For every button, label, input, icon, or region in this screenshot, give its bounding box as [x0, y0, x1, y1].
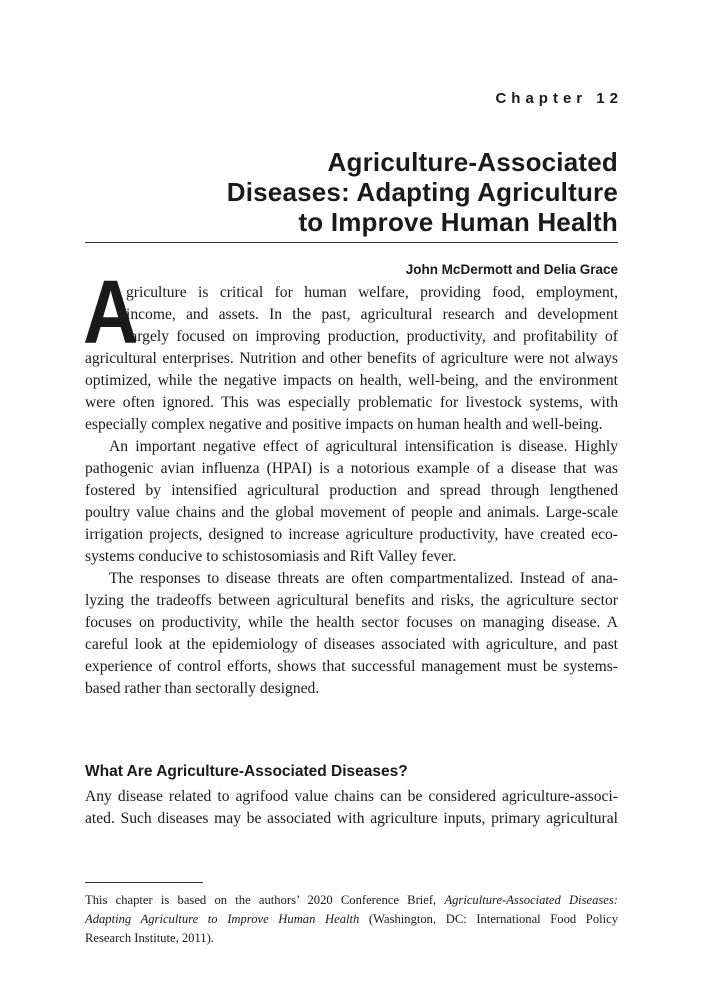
- title-line: Diseases: Adapting Agriculture: [226, 177, 618, 207]
- footnote-line: Research Institute, 2011).: [85, 931, 214, 945]
- body-line: careful look at the epidemiology of diseases associated with agriculture, and past: [85, 636, 618, 653]
- body-line: griculture is critical for human welfare, providing food, employment,: [126, 284, 618, 301]
- body-line: experience of control efforts, shows that successful management must be systems-: [85, 658, 618, 675]
- body-line: income, and assets. In the past, agricultural research and development: [126, 306, 618, 323]
- authors: John McDermott and Delia Grace: [405, 262, 618, 277]
- drop-cap: A: [83, 263, 139, 363]
- body-line: The responses to disease threats are often compartmentalized. Instead of ana-: [109, 570, 618, 587]
- footnote-line: Adapting Agriculture to Improve Human Health (Washington, DC: International Food Policy: [85, 912, 618, 926]
- body-line: especially complex negative and positive impacts on human health and well-being.: [85, 416, 603, 433]
- body-line: An important negative effect of agricultural intensification is disease. Highly: [109, 438, 618, 455]
- section-heading: What Are Agriculture-Associated Diseases?: [85, 763, 408, 780]
- body-line: based rather than sectorally designed.: [85, 680, 320, 697]
- title-divider: [85, 242, 618, 243]
- body-line: were often ignored. This was especially problematic for livestock systems, with: [85, 394, 618, 411]
- footnote-divider: [85, 882, 203, 883]
- title-line: Agriculture-Associated: [327, 147, 618, 177]
- section-line: Any disease related to agrifood value chains can be considered agriculture-associ-: [85, 788, 618, 805]
- title-line: to Improve Human Health: [298, 207, 618, 237]
- footnote-line: This chapter is based on the authors’ 2020 Conference Brief, Agriculture-Associated Diseases:: [85, 893, 618, 907]
- section-line: ated. Such diseases may be associated with agriculture inputs, primary agricultural: [85, 810, 618, 827]
- chapter-label: Chapter 12: [495, 90, 623, 107]
- body-line: optimized, while the negative impacts on health, well-being, and the environment: [85, 372, 618, 389]
- body-line: fostered by intensified agricultural production and spread through lengthened: [85, 482, 618, 499]
- body-line: lyzing the tradeoffs between agricultural benefits and risks, the agriculture sector: [85, 592, 618, 609]
- chapter-title: [227, 147, 618, 237]
- body-line: pathogenic avian influenza (HPAI) is a notorious example of a disease that was: [85, 460, 618, 477]
- body-line: agricultural enterprises. Nutrition and other benefits of agriculture were not always: [85, 350, 618, 367]
- body-line: systems conducive to schistosomiasis and Rift Valley fever.: [85, 548, 457, 565]
- body-line: poultry value chains and the global movement of people and animals. Large-scale: [85, 504, 618, 521]
- body-line: irrigation projects, designed to increase agriculture productivity, have created eco-: [85, 526, 618, 543]
- body-line: largely focused on improving production, productivity, and profitability of: [126, 328, 618, 345]
- body-line: focuses on productivity, while the health sector focuses on managing disease. A: [85, 614, 618, 631]
